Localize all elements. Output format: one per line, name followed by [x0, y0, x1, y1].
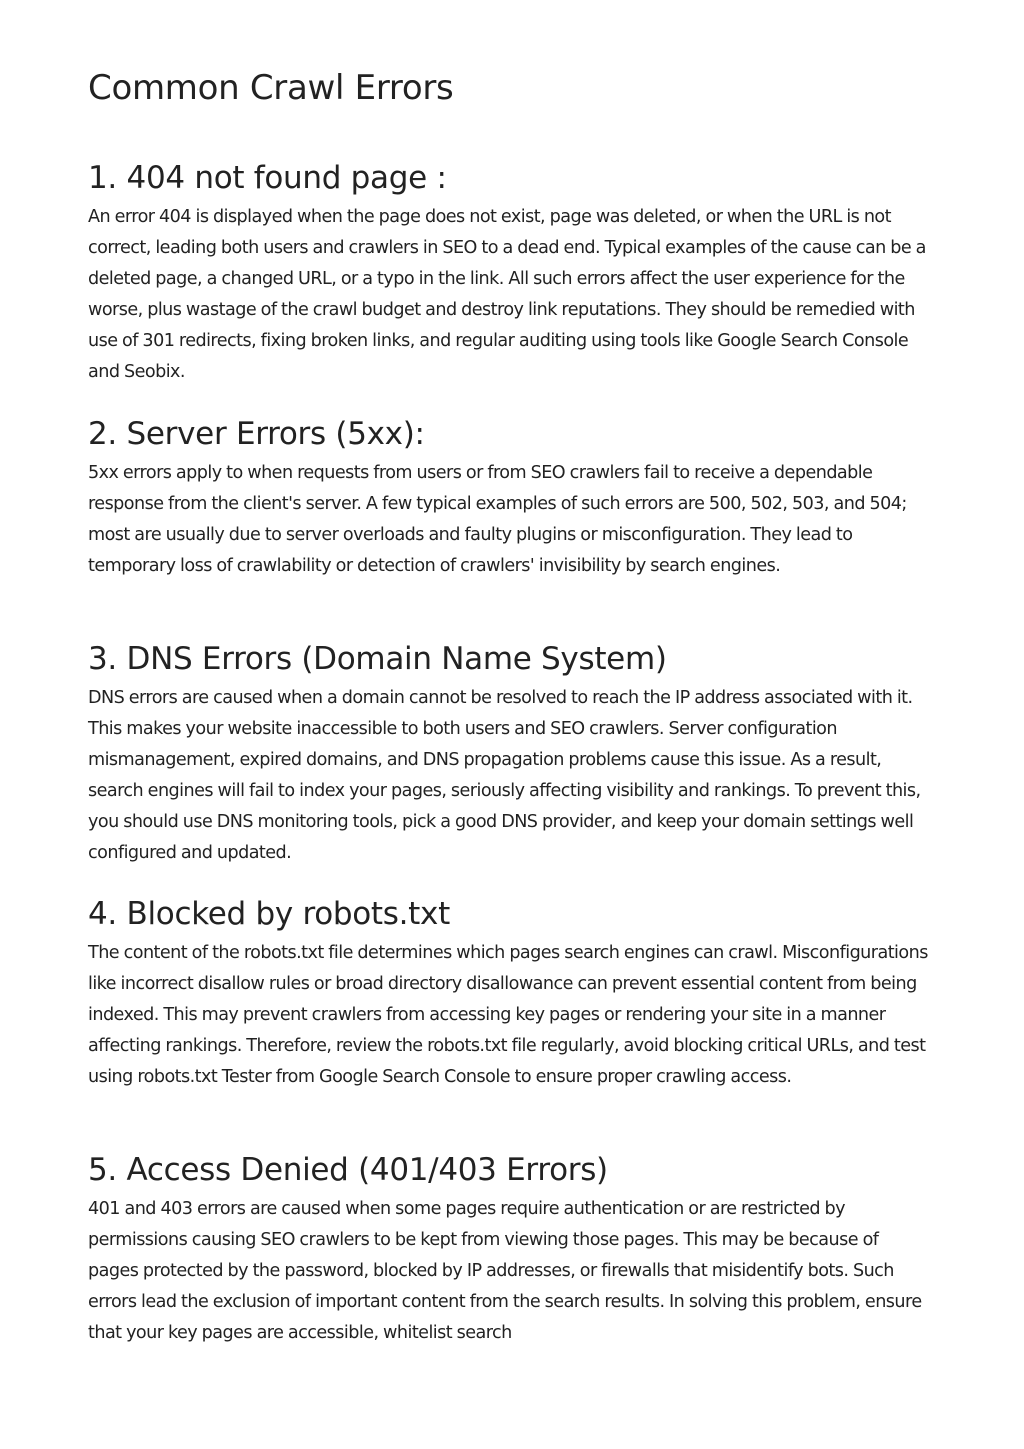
section-heading: 2. Server Errors (5xx):	[88, 416, 425, 452]
section-blocked-robots	[88, 892, 928, 1093]
section-body: The content of the robots.txt file determines which pages search engines can crawl. Misconfigurations like incorrect disallow rules or broad directory disallowance can prevent essential content from being indexed. This may prevent crawlers from accessing key pages or rendering your site in a manner affecting rankings. Therefore, review the robots.txt file regularly, avoid blocking critical URLs, and test using robots.txt Tester from Google Search Console to ensure proper crawling access.	[88, 943, 928, 1087]
section-heading: 3. DNS Errors (Domain Name System)	[88, 641, 667, 677]
section-access-denied	[88, 1148, 928, 1349]
section-body: DNS errors are caused when a domain cannot be resolved to reach the IP address associated with it. This makes your website inaccessible to both users and SEO crawlers. Server configuration mismanagement, expired domains, and DNS propagation problems cause this issue. As a result, search engines will fail to index your pages, seriously affecting visibility and rankings. To prevent this, you should use DNS monitoring tools, pick a good DNS provider, and keep your domain settings well configured and updated.	[88, 688, 921, 863]
section-server-errors	[88, 412, 928, 582]
section-body: 401 and 403 errors are caused when some pages require authentication or are restricted by permissions causing SEO crawlers to be kept from viewing those pages. This may be because of pages protected by the password, blocked by IP addresses, or firewalls that misidentify bots. Such errors lead the exclusion of important content from the search results. In solving this problem, ensure that your key pages are accessible, whitelist search	[88, 1199, 922, 1343]
section-heading: 1. 404 not found page :	[88, 160, 447, 196]
section-dns-errors	[88, 637, 928, 869]
page-title: Common Crawl Errors	[88, 68, 454, 108]
section-body: An error 404 is displayed when the page does not exist, page was deleted, or when the URL is not correct, leading both users and crawlers in SEO to a dead end. Typical examples of the cause can be a deleted page, a changed URL, or a typo in the link. All such errors affect the user experience for the worse, plus wastage of the crawl budget and destroy link reputations. They should be remedied with use of 301 redirects, fixing broken links, and regular auditing using tools like Google Search Console and Seobix.	[88, 207, 926, 382]
section-heading: 5. Access Denied (401/403 Errors)	[88, 1152, 608, 1188]
section-404-not-found	[88, 156, 928, 388]
section-body: 5xx errors apply to when requests from users or from SEO crawlers fail to receive a dependable response from the client's server. A few typical examples of such errors are 500, 502, 503, and 504; most are usually due to server overloads and faulty plugins or misconfiguration. They lead to temporary loss of crawlability or detection of crawlers' invisibility by search engines.	[88, 463, 907, 576]
section-heading: 4. Blocked by robots.txt	[88, 896, 450, 932]
